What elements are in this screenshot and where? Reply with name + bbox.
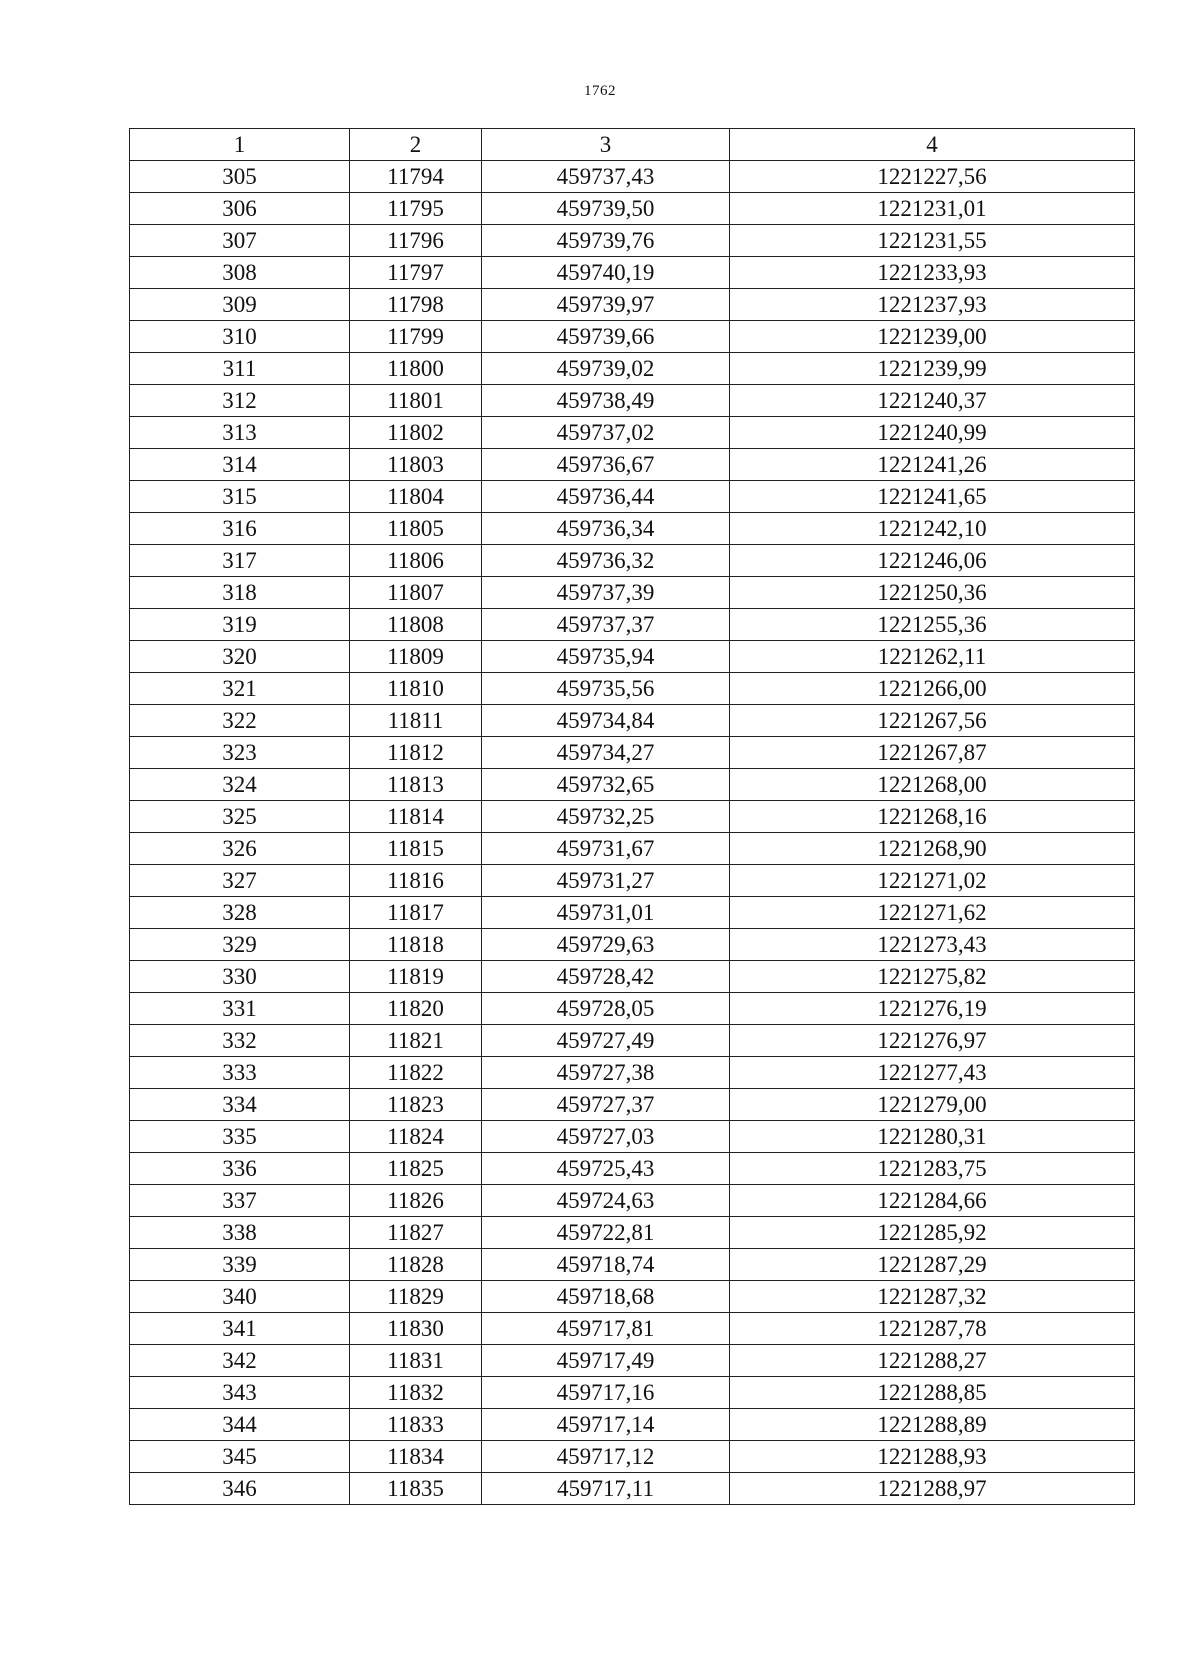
table-cell: 341: [130, 1313, 350, 1345]
table-cell: 459727,03: [482, 1121, 730, 1153]
table-cell: 1221288,97: [730, 1473, 1135, 1505]
table-cell: 11795: [350, 193, 482, 225]
table-cell: 459725,43: [482, 1153, 730, 1185]
table-cell: 1221231,55: [730, 225, 1135, 257]
table-cell: 1221237,93: [730, 289, 1135, 321]
coordinates-table: [129, 128, 1135, 1505]
table-cell: 459718,68: [482, 1281, 730, 1313]
table-cell: 11822: [350, 1057, 482, 1089]
table-cell: 324: [130, 769, 350, 801]
table-cell: 11814: [350, 801, 482, 833]
table-cell: 325: [130, 801, 350, 833]
column-header: 1: [130, 129, 350, 161]
table-cell: 1221279,00: [730, 1089, 1135, 1121]
table-cell: 316: [130, 513, 350, 545]
table-cell: 322: [130, 705, 350, 737]
table-cell: 1221285,92: [730, 1217, 1135, 1249]
table-cell: 326: [130, 833, 350, 865]
table-cell: 11805: [350, 513, 482, 545]
table-cell: 1221262,11: [730, 641, 1135, 673]
table-cell: 459735,56: [482, 673, 730, 705]
table-cell: 459740,19: [482, 257, 730, 289]
table-row: [130, 577, 1135, 609]
table-row: [130, 1313, 1135, 1345]
table-cell: 342: [130, 1345, 350, 1377]
table-row: [130, 1217, 1135, 1249]
table-cell: 320: [130, 641, 350, 673]
table-row: [130, 705, 1135, 737]
table-cell: 11819: [350, 961, 482, 993]
table-cell: 11800: [350, 353, 482, 385]
table-cell: 1221271,02: [730, 865, 1135, 897]
table-cell: 1221250,36: [730, 577, 1135, 609]
table-row: [130, 1121, 1135, 1153]
table-cell: 459717,81: [482, 1313, 730, 1345]
table-cell: 1221241,65: [730, 481, 1135, 513]
table-row: [130, 833, 1135, 865]
table-row: [130, 449, 1135, 481]
table-cell: 11832: [350, 1377, 482, 1409]
table-cell: 11830: [350, 1313, 482, 1345]
table-cell: 459734,84: [482, 705, 730, 737]
table-cell: 459718,74: [482, 1249, 730, 1281]
table-cell: 459731,01: [482, 897, 730, 929]
table-row: [130, 1153, 1135, 1185]
table-cell: 336: [130, 1153, 350, 1185]
table-cell: 321: [130, 673, 350, 705]
table-cell: 11826: [350, 1185, 482, 1217]
table-cell: 1221268,90: [730, 833, 1135, 865]
table-cell: 11824: [350, 1121, 482, 1153]
table-cell: 1221276,19: [730, 993, 1135, 1025]
table-cell: 11816: [350, 865, 482, 897]
table-cell: 11806: [350, 545, 482, 577]
table-cell: 1221283,75: [730, 1153, 1135, 1185]
table-row: [130, 289, 1135, 321]
table-cell: 319: [130, 609, 350, 641]
table-cell: 1221287,78: [730, 1313, 1135, 1345]
table-cell: 327: [130, 865, 350, 897]
table-cell: 459717,16: [482, 1377, 730, 1409]
table-cell: 11831: [350, 1345, 482, 1377]
table-cell: 459728,05: [482, 993, 730, 1025]
table-cell: 459724,63: [482, 1185, 730, 1217]
table-cell: 459727,49: [482, 1025, 730, 1057]
table-row: [130, 993, 1135, 1025]
table-cell: 1221275,82: [730, 961, 1135, 993]
table-cell: 1221288,89: [730, 1409, 1135, 1441]
table-cell: 1221280,31: [730, 1121, 1135, 1153]
table-row: [130, 1249, 1135, 1281]
table-row: [130, 417, 1135, 449]
table-cell: 314: [130, 449, 350, 481]
table-row: [130, 1345, 1135, 1377]
table-cell: 11809: [350, 641, 482, 673]
table-cell: 11810: [350, 673, 482, 705]
table-cell: 459729,63: [482, 929, 730, 961]
table-cell: 308: [130, 257, 350, 289]
table-cell: 11812: [350, 737, 482, 769]
table-cell: 328: [130, 897, 350, 929]
table-row: [130, 961, 1135, 993]
table-cell: 329: [130, 929, 350, 961]
table-cell: 11820: [350, 993, 482, 1025]
table-cell: 307: [130, 225, 350, 257]
table-cell: 459717,11: [482, 1473, 730, 1505]
table-row: [130, 1473, 1135, 1505]
table-cell: 11825: [350, 1153, 482, 1185]
table-row: [130, 641, 1135, 673]
table-cell: 11834: [350, 1441, 482, 1473]
table-cell: 1221277,43: [730, 1057, 1135, 1089]
table-cell: 1221239,99: [730, 353, 1135, 385]
table-cell: 11823: [350, 1089, 482, 1121]
table-cell: 459739,97: [482, 289, 730, 321]
table-cell: 332: [130, 1025, 350, 1057]
table-cell: 459737,39: [482, 577, 730, 609]
table-cell: 459739,02: [482, 353, 730, 385]
table-cell: 1221268,00: [730, 769, 1135, 801]
column-header: 4: [730, 129, 1135, 161]
table-cell: 459736,34: [482, 513, 730, 545]
table-cell: 459732,65: [482, 769, 730, 801]
table-cell: 305: [130, 161, 350, 193]
column-header: 2: [350, 129, 482, 161]
table-cell: 311: [130, 353, 350, 385]
table-cell: 1221287,32: [730, 1281, 1135, 1313]
table-cell: 1221267,87: [730, 737, 1135, 769]
table-cell: 340: [130, 1281, 350, 1313]
table-cell: 323: [130, 737, 350, 769]
table-cell: 11813: [350, 769, 482, 801]
table-cell: 315: [130, 481, 350, 513]
page-number: 1762: [584, 83, 616, 99]
table-cell: 1221231,01: [730, 193, 1135, 225]
table-cell: 11807: [350, 577, 482, 609]
table-cell: 459731,67: [482, 833, 730, 865]
table-cell: 1221287,29: [730, 1249, 1135, 1281]
table-cell: 11811: [350, 705, 482, 737]
table-cell: 459731,27: [482, 865, 730, 897]
table-row: [130, 1057, 1135, 1089]
table-cell: 459737,43: [482, 161, 730, 193]
table-cell: 459722,81: [482, 1217, 730, 1249]
table-row: [130, 897, 1135, 929]
table-cell: 11799: [350, 321, 482, 353]
table-cell: 11796: [350, 225, 482, 257]
table-cell: 459739,50: [482, 193, 730, 225]
table-cell: 459736,32: [482, 545, 730, 577]
table-cell: 11827: [350, 1217, 482, 1249]
table-row: [130, 321, 1135, 353]
table-row: [130, 545, 1135, 577]
table-cell: 1221241,26: [730, 449, 1135, 481]
table-row: [130, 161, 1135, 193]
table-cell: 1221273,43: [730, 929, 1135, 961]
table-cell: 334: [130, 1089, 350, 1121]
table-cell: 1221268,16: [730, 801, 1135, 833]
table-cell: 1221266,00: [730, 673, 1135, 705]
table-cell: 1221242,10: [730, 513, 1135, 545]
table-cell: 1221255,36: [730, 609, 1135, 641]
table-body: [130, 161, 1135, 1505]
table-cell: 1221276,97: [730, 1025, 1135, 1057]
table-cell: 459737,02: [482, 417, 730, 449]
table-cell: 11803: [350, 449, 482, 481]
column-header: 3: [482, 129, 730, 161]
table-cell: 343: [130, 1377, 350, 1409]
table-cell: 459735,94: [482, 641, 730, 673]
table-cell: 1221233,93: [730, 257, 1135, 289]
table-cell: 11833: [350, 1409, 482, 1441]
table-row: [130, 1441, 1135, 1473]
table-cell: 335: [130, 1121, 350, 1153]
table-cell: 306: [130, 193, 350, 225]
table-cell: 459717,14: [482, 1409, 730, 1441]
table-row: [130, 609, 1135, 641]
table-row: [130, 385, 1135, 417]
table-cell: 459737,37: [482, 609, 730, 641]
table-cell: 459736,44: [482, 481, 730, 513]
table-row: [130, 1377, 1135, 1409]
table-cell: 344: [130, 1409, 350, 1441]
table-cell: 11797: [350, 257, 482, 289]
table-cell: 11835: [350, 1473, 482, 1505]
table-cell: 459717,12: [482, 1441, 730, 1473]
table-header-row: [130, 129, 1135, 161]
table-row: [130, 929, 1135, 961]
table-cell: 345: [130, 1441, 350, 1473]
table-cell: 310: [130, 321, 350, 353]
table-cell: 459739,76: [482, 225, 730, 257]
table-cell: 11808: [350, 609, 482, 641]
table-row: [130, 801, 1135, 833]
table-cell: 309: [130, 289, 350, 321]
table-cell: 1221240,37: [730, 385, 1135, 417]
table-cell: 1221288,85: [730, 1377, 1135, 1409]
table-cell: 11828: [350, 1249, 482, 1281]
table-cell: 1221288,93: [730, 1441, 1135, 1473]
table-cell: 11829: [350, 1281, 482, 1313]
table-cell: 317: [130, 545, 350, 577]
table-cell: 11817: [350, 897, 482, 929]
table-cell: 339: [130, 1249, 350, 1281]
table-cell: 459717,49: [482, 1345, 730, 1377]
table-cell: 11802: [350, 417, 482, 449]
table-cell: 312: [130, 385, 350, 417]
table-cell: 330: [130, 961, 350, 993]
table-cell: 318: [130, 577, 350, 609]
table-cell: 1221284,66: [730, 1185, 1135, 1217]
table-cell: 459727,38: [482, 1057, 730, 1089]
table-cell: 459732,25: [482, 801, 730, 833]
table-row: [130, 865, 1135, 897]
table-cell: 11798: [350, 289, 482, 321]
table-cell: 459734,27: [482, 737, 730, 769]
table-cell: 11804: [350, 481, 482, 513]
table-cell: 331: [130, 993, 350, 1025]
table-cell: 313: [130, 417, 350, 449]
table-cell: 338: [130, 1217, 350, 1249]
table-row: [130, 225, 1135, 257]
table-cell: 11821: [350, 1025, 482, 1057]
table-cell: 459739,66: [482, 321, 730, 353]
table-cell: 11818: [350, 929, 482, 961]
table-row: [130, 353, 1135, 385]
table-cell: 333: [130, 1057, 350, 1089]
table-cell: 1221239,00: [730, 321, 1135, 353]
table-row: [130, 257, 1135, 289]
table-row: [130, 513, 1135, 545]
table-row: [130, 769, 1135, 801]
table-cell: 1221227,56: [730, 161, 1135, 193]
table-row: [130, 1025, 1135, 1057]
table-row: [130, 1089, 1135, 1121]
table-cell: 459736,67: [482, 449, 730, 481]
table-cell: 1221246,06: [730, 545, 1135, 577]
table-row: [130, 737, 1135, 769]
table-cell: 1221267,56: [730, 705, 1135, 737]
table-cell: 11815: [350, 833, 482, 865]
table-row: [130, 193, 1135, 225]
table-row: [130, 1281, 1135, 1313]
table-cell: 337: [130, 1185, 350, 1217]
table-cell: 1221240,99: [730, 417, 1135, 449]
table-cell: 11794: [350, 161, 482, 193]
table-row: [130, 1409, 1135, 1441]
table-row: [130, 673, 1135, 705]
table-cell: 459738,49: [482, 385, 730, 417]
table-cell: 11801: [350, 385, 482, 417]
table-row: [130, 481, 1135, 513]
table-cell: 346: [130, 1473, 350, 1505]
table-row: [130, 1185, 1135, 1217]
table-cell: 1221288,27: [730, 1345, 1135, 1377]
table-cell: 459728,42: [482, 961, 730, 993]
table-cell: 1221271,62: [730, 897, 1135, 929]
table-cell: 459727,37: [482, 1089, 730, 1121]
